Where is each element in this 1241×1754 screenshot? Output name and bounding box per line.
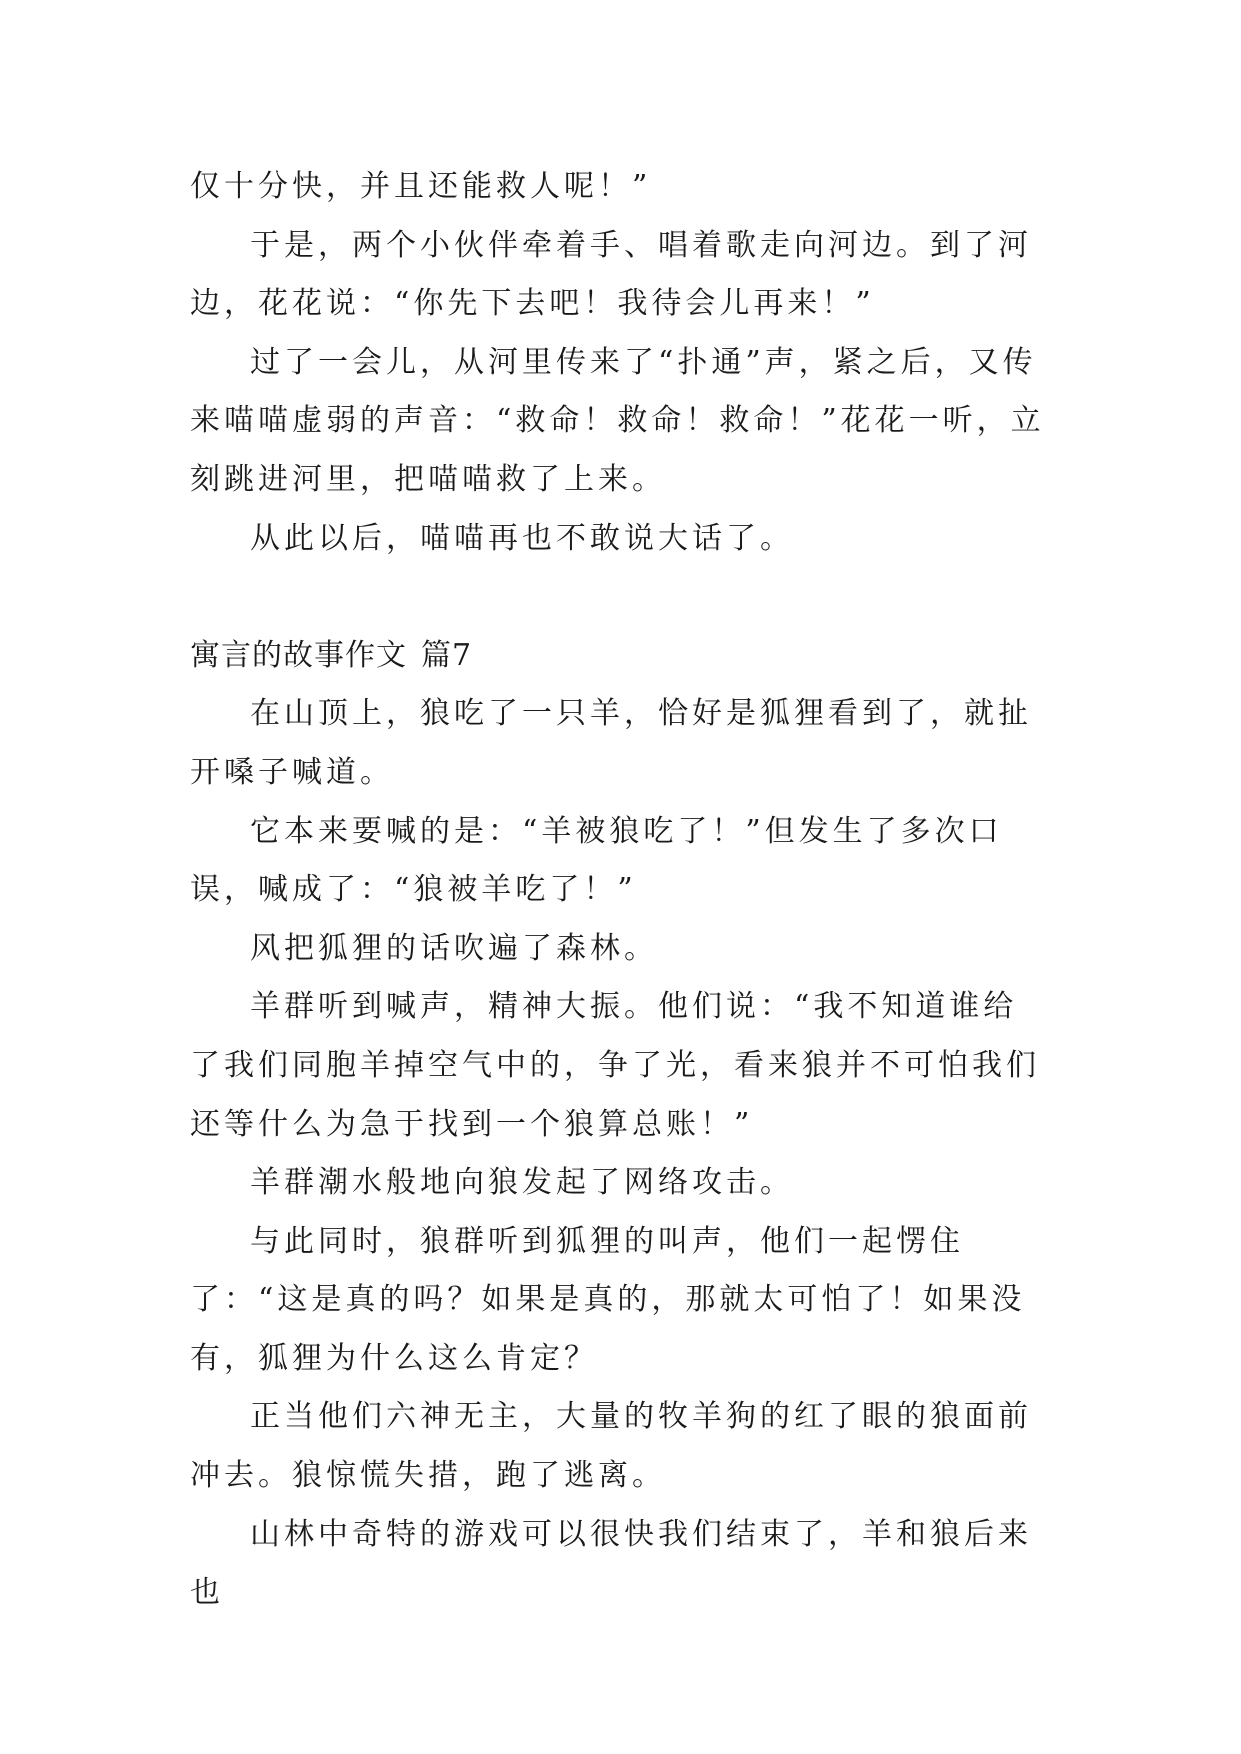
document-body: [190, 158, 1050, 1623]
paragraph: 羊群潮水般地向狼发起了网络攻击。: [250, 1165, 794, 1201]
paragraph: 过了一会儿，从河里传来了“扑通”声，紧之后，又传来喵喵虚弱的声音：“救命！救命！救命！”花花一听，立刻跳进河里，把喵喵救了上来。: [190, 344, 1045, 497]
paragraph: 风把狐狸的话吹遍了森林。: [250, 930, 658, 966]
paragraph: 山林中奇特的游戏可以很快我们结束了，羊和狼后来也: [190, 1516, 1032, 1611]
paragraph: 于是，两个小伙伴牵着手、唱着歌走向河边。到了河边，花花说：“你先下去吧！我待会儿再来！”: [190, 227, 1032, 322]
section-heading-title: 寓言的故事作文: [190, 637, 407, 673]
paragraph-continuation: 仅十分快，并且还能救人呢！”: [190, 169, 652, 204]
section-spacer: [190, 568, 1050, 627]
paragraph: 羊群听到喊声，精神大振。他们说：“我不知道谁给了我们同胞羊掉空气中的，争了光，看来狼并不可怕我们还等什么为急于找到一个狼算总账！”: [190, 989, 1040, 1142]
paragraph: 与此同时，狼群听到狐狸的叫声，他们一起愣住了：“这是真的吗？如果是真的，那就太可怕了！如果没有，狐狸为什么这么肯定？: [190, 1223, 1026, 1376]
section-heading: [190, 627, 1050, 686]
paragraph: 正当他们六神无主，大量的牧羊狗的红了眼的狼面前冲去。狼惊慌失措，跑了逃离。: [190, 1399, 1032, 1494]
paragraph: 从此以后，喵喵再也不敢说大话了。: [250, 520, 794, 556]
section-heading-number: 篇7: [421, 637, 473, 673]
paragraph: 它本来要喊的是：“羊被狼吃了！”但发生了多次口误，喊成了：“狼被羊吃了！”: [190, 813, 1003, 908]
paragraph: 在山顶上，狼吃了一只羊，恰好是狐狸看到了，就扯开嗓子喊道。: [190, 696, 1032, 790]
